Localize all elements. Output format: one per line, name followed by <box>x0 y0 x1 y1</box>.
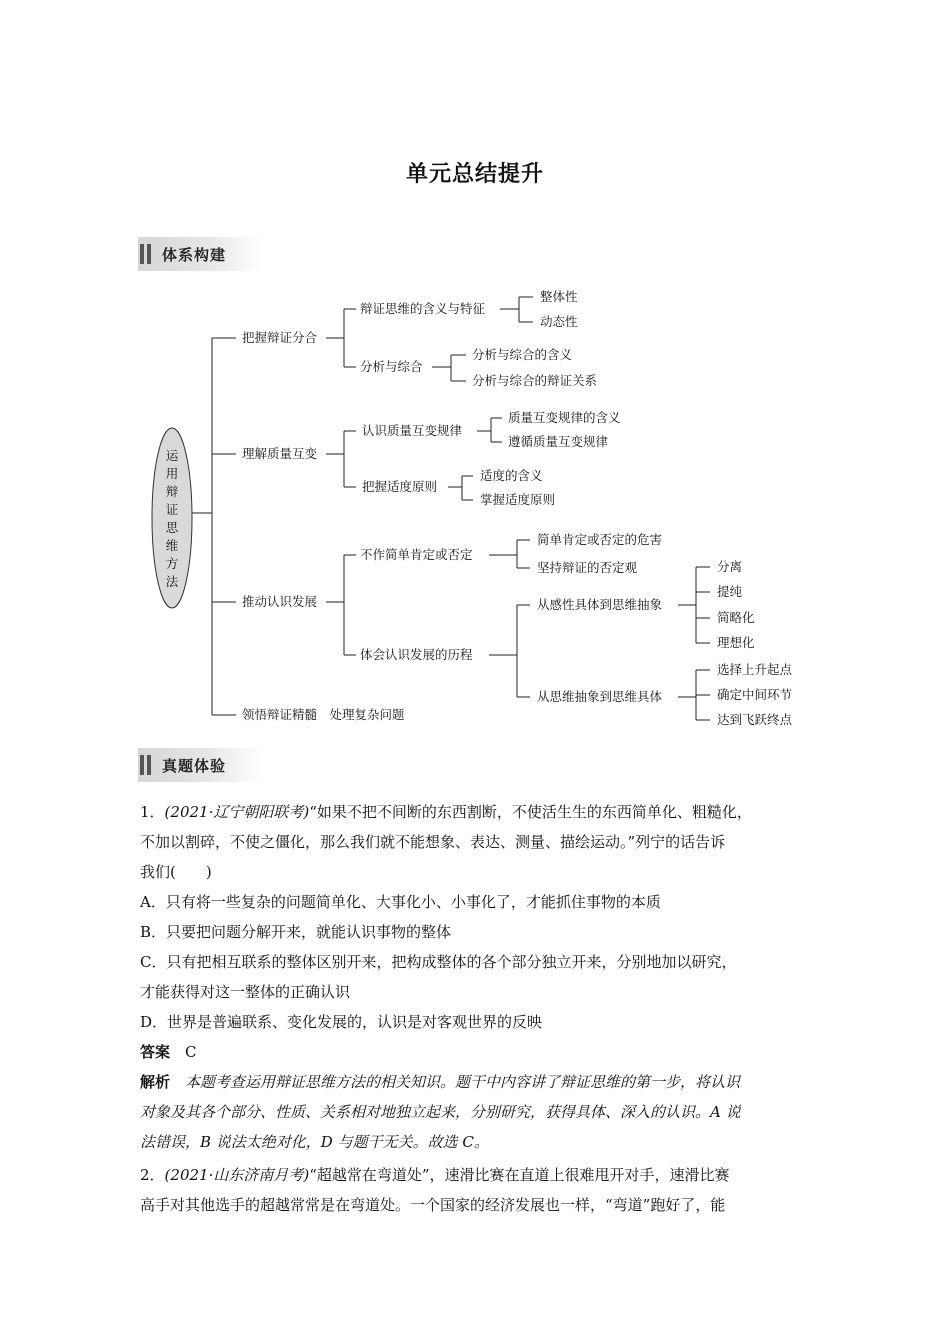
branch-label: 推动认识发展 <box>242 594 318 609</box>
question-source: (2021·山东济南月考) <box>164 1166 310 1184</box>
leaf-label: 达到飞跃终点 <box>717 712 793 727</box>
question-number: 1． <box>140 803 165 821</box>
leaf-label: 简略化 <box>717 610 755 625</box>
leaf-label: 选择上升起点 <box>717 662 793 677</box>
branch-label: 理解质量互变 <box>242 446 318 461</box>
leaf-label: 质量互变规律的含义 <box>508 410 621 425</box>
section-title: 真题体验 <box>162 757 227 775</box>
stem-text: “如果不把不间断的东西割断，不使活生生的东西简单化、粗糙化， <box>309 803 752 821</box>
analysis-text: 对象及其各个部分、性质、关系相对地独立起来，分别研究，获得具体、深入的认识。A 说 <box>140 1103 741 1121</box>
question-2 <box>140 1160 820 1220</box>
leaf-label: 坚持辩证的否定观 <box>537 560 638 575</box>
root-char: 方 <box>165 556 179 571</box>
leaf-label: 遵循质量互变规律 <box>508 434 609 449</box>
analysis-text: 法错误，B 说法太绝对化，D 与题干无关。故选 C。 <box>140 1133 489 1151</box>
root-char: 运 <box>165 448 179 463</box>
question-number: 2． <box>140 1166 165 1184</box>
option-a: A．只有将一些复杂的问题简单化、大事化小、小事化了，才能抓住事物的本质 <box>140 893 661 911</box>
option-b: B．只要把问题分解开来，就能认识事物的整体 <box>140 923 452 941</box>
sub-label: 认识质量互变规律 <box>362 423 463 438</box>
section-title: 体系构建 <box>162 246 227 264</box>
leaf-label: 提纯 <box>717 584 743 599</box>
analysis-text: 本题考查运用辩证思维方法的相关知识。题干中内容讲了辩证思维的第一步，将认识 <box>185 1073 741 1091</box>
section-header-exam <box>138 748 264 782</box>
leaf-label: 简单肯定或否定的危害 <box>537 532 663 547</box>
sub-label: 分析与综合 <box>360 359 423 374</box>
analysis-label: 解析 <box>140 1073 171 1091</box>
root-char: 思 <box>165 520 179 535</box>
page-title: 单元总结提升 <box>405 162 544 187</box>
stem-text: 高手对其他选手的超越常常是在弯道处。一个国家的经济发展也一样，“弯道”跑好了，能 <box>140 1196 726 1214</box>
sub-sub-label: 从感性具体到思维抽象 <box>537 597 663 612</box>
leaf-label: 确定中间环节 <box>717 687 793 702</box>
question-stem <box>140 797 820 827</box>
leaf-label: 适度的含义 <box>480 468 543 483</box>
leaf-label: 分析与综合的辩证关系 <box>472 373 598 388</box>
root-char: 维 <box>165 538 179 553</box>
stem-text: 我们( ) <box>140 863 212 881</box>
option-c-cont: 才能获得对这一整体的正确认识 <box>140 983 351 1001</box>
section-bar-icon <box>140 755 144 775</box>
option-c: C．只有把相互联系的整体区别开来，把构成整体的各个部分独立开来，分别地加以研究， <box>140 953 737 971</box>
option-d: D．世界是普遍联系、变化发展的，认识是对客观世界的反映 <box>140 1013 543 1031</box>
stem-text: “超越常在弯道处”，速滑比赛在直道上很难甩开对手，速滑比赛 <box>309 1166 730 1184</box>
analysis-line <box>140 1067 820 1097</box>
leaf-label: 整体性 <box>540 289 578 304</box>
sub-sub-label: 从思维抽象到思维具体 <box>537 689 663 704</box>
sub-label: 把握适度原则 <box>362 479 438 494</box>
leaf-label: 理想化 <box>717 635 755 650</box>
question-stem <box>140 1160 820 1190</box>
root-char: 辩 <box>165 484 179 499</box>
question-source: (2021·辽宁朝阳联考) <box>164 803 310 821</box>
section-bar-icon <box>147 755 151 775</box>
root-char: 法 <box>165 574 179 589</box>
sub-label: 辩证思维的含义与特征 <box>360 301 486 316</box>
answer-label: 答案 <box>140 1043 171 1061</box>
sub-label: 不作简单肯定或否定 <box>360 547 473 562</box>
leaf-label: 分离 <box>717 559 743 574</box>
leaf-label: 分析与综合的含义 <box>472 347 573 362</box>
leaf-label: 掌握适度原则 <box>480 492 556 507</box>
root-char: 证 <box>165 502 179 517</box>
question-1 <box>140 797 820 1157</box>
leaf-label: 动态性 <box>540 314 578 329</box>
answer-line <box>140 1037 820 1067</box>
answer-value: C <box>185 1043 197 1061</box>
branch-label: 把握辩证分合 <box>242 330 318 345</box>
stem-text: 不加以割碎，不使之僵化，那么我们就不能想象、表达、测量、描绘运动。”列宁的话告诉 <box>140 833 726 851</box>
branch-label: 领悟辩证精髓 处理复杂问题 <box>242 707 405 722</box>
root-char: 用 <box>165 466 179 481</box>
sub-label: 体会认识发展的历程 <box>360 647 473 662</box>
